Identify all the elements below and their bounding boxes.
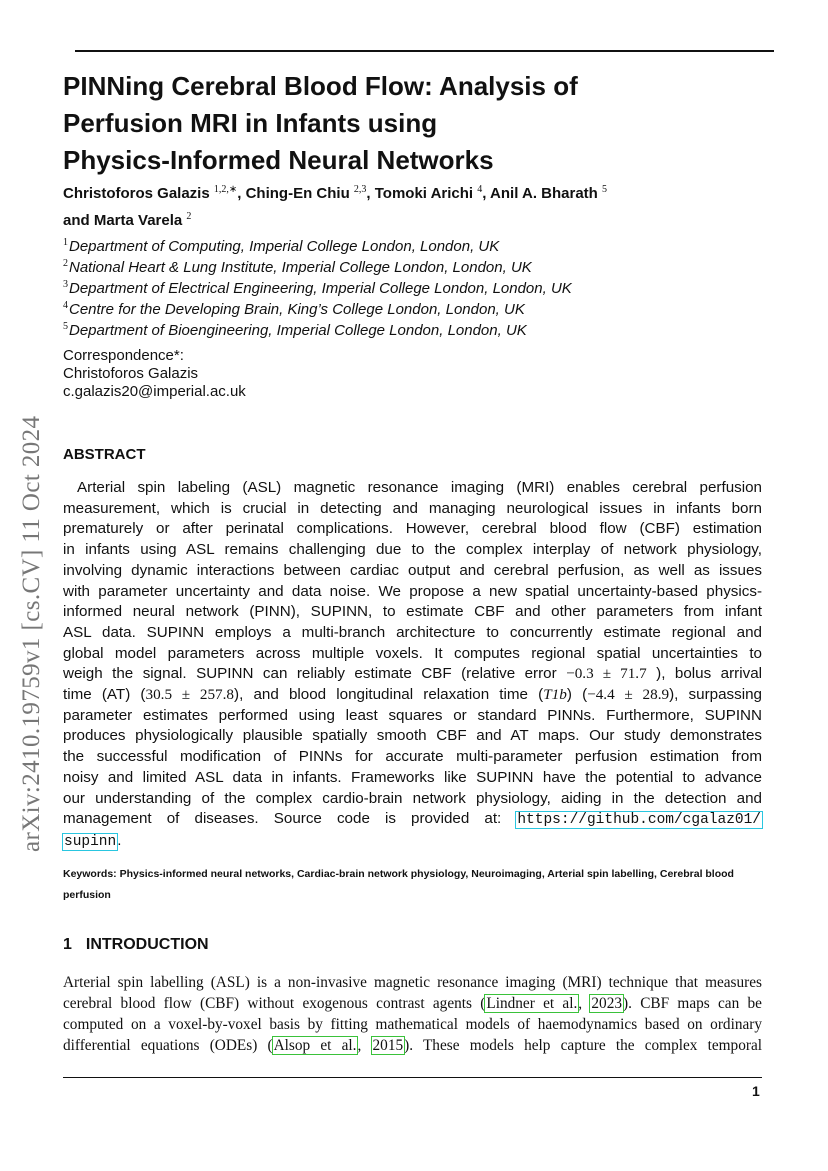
abstract-line: with parameter uncertainty and data noise. We propose a new spatial uncertainty-based physics-: [63, 582, 762, 600]
abstract-line: parameter estimates performed using least squares or standard PINNs. Furthermore, SUPINN: [63, 706, 762, 724]
author-affiliation-marker: 5: [602, 184, 608, 195]
title-line: Physics-Informed Neural Networks: [63, 145, 494, 175]
intro-text: ). CBF maps can be: [623, 995, 762, 1012]
abstract-line: informed neural network (PINN), SUPINN, to estimate CBF and other parameters from infant: [63, 603, 762, 621]
keywords-line: Keywords: Physics-informed neural networks, Cardiac-brain network physiology, Neuroimaging, Arterial spin labelling, Cerebral blood: [63, 868, 734, 880]
abstract-line: ASL data. SUPINN employs a multi-branch architecture to concurrently estimate regional and: [63, 623, 762, 641]
author-affiliation-marker: 2,3: [353, 184, 367, 195]
citation-year-link[interactable]: 2015: [372, 1037, 404, 1054]
abstract-line: in infants using ASL remains challenging due to the complex interplay of network physiology,: [63, 541, 762, 559]
abstract-line: prematurely or after perinatal complications. However, cerebral blood flow (CBF) estimation: [63, 520, 762, 538]
abstract-text: .: [117, 831, 122, 849]
abstract-line: produces physiologically plausible spatially smooth CBF and AT maps. Our study demonstrates: [63, 727, 762, 745]
abstract-text: time (AT) (: [63, 686, 146, 704]
author-affiliation-marker: 2: [186, 211, 192, 222]
cbf-error-value: −0.3 ± 71.7: [566, 665, 647, 683]
citation-link[interactable]: Lindner et al.: [486, 995, 578, 1012]
keywords: [63, 864, 762, 906]
section-heading-introduction: [63, 936, 209, 954]
t1b-symbol: T1b: [543, 686, 567, 704]
abstract-line: noisy and limited ASL data in infants. Frameworks like SUPINN have the potential to advance: [63, 768, 762, 786]
intro-line: Arterial spin labelling (ASL) is a non-invasive magnetic resonance imaging (MRI) technique that measures: [63, 974, 762, 991]
affiliation-number: 4: [63, 300, 68, 311]
author-name: , Anil A. Bharath: [482, 185, 598, 202]
intro-line: computed on a voxel-by-voxel basis by fitting mathematical models of haemodynamics based on ordinary: [63, 1016, 762, 1033]
source-code-link[interactable]: https://github.com/cgalaz01/: [517, 812, 761, 829]
affiliation: [63, 257, 763, 278]
intro-text: ,: [578, 995, 591, 1012]
affiliation: [63, 320, 763, 341]
abstract-text: ) (: [566, 686, 588, 704]
author-row: [63, 207, 763, 234]
affiliation-text: National Heart & Lung Institute, Imperial College London, London, UK: [69, 259, 532, 276]
abstract-body: [63, 478, 762, 853]
intro-text: ,: [357, 1037, 372, 1054]
abstract-line: [63, 809, 762, 831]
author-affiliation-marker: 4: [477, 184, 483, 195]
author-list: [63, 180, 763, 234]
citation-year-link[interactable]: 2023: [591, 995, 622, 1012]
abstract-text: weigh the signal. SUPINN can reliably estimate CBF (relative error: [63, 665, 567, 683]
intro-text: ). These models help capture the complex temporal: [404, 1037, 762, 1054]
intro-text: differential equations (ODEs) (: [63, 1037, 273, 1054]
abstract-line: measurement, which is crucial in detecting and managing neurological issues in infants born: [63, 499, 762, 517]
abstract-line: our understanding of the complex cardio-brain network physiology, aiding in the detection and: [63, 789, 762, 807]
correspondence-email[interactable]: c.galazis20@imperial.ac.uk: [63, 383, 246, 400]
source-code-link-continued[interactable]: supinn: [64, 833, 117, 850]
arxiv-sidebar-stamp: arXiv:2410.19759v1 [cs.CV] 11 Oct 2024: [18, 415, 45, 852]
title-line: PINNing Cerebral Blood Flow: Analysis of: [63, 71, 578, 101]
abstract-text: management of diseases. Source code is provided at:: [63, 810, 517, 828]
affiliation: [63, 278, 763, 299]
abstract-line: [63, 664, 762, 685]
abstract-line: [63, 685, 762, 706]
intro-text: cerebral blood flow (CBF) without exogenous contrast agents (: [63, 995, 486, 1012]
t1b-error-value: −4.4 ± 28.9: [587, 686, 670, 704]
abstract-text: ), surpassing: [669, 686, 762, 704]
author-row: [63, 180, 763, 207]
affiliation-number: 5: [63, 321, 68, 332]
affiliation: [63, 236, 763, 257]
introduction-body: [63, 972, 762, 1056]
abstract-heading: ABSTRACT: [63, 446, 146, 463]
title-line: Perfusion MRI in Infants using: [63, 108, 438, 138]
affiliation-list: [63, 236, 763, 341]
affiliation-number: 2: [63, 258, 68, 269]
author-affiliation-marker: 1,2,∗: [213, 184, 238, 195]
abstract-line: [63, 831, 762, 853]
author-name: and Marta Varela: [63, 212, 183, 229]
at-error-value: 30.5 ± 257.8: [145, 686, 235, 704]
intro-line: [63, 1035, 762, 1056]
footer-rule: [63, 1077, 762, 1078]
affiliation: [63, 299, 763, 320]
top-rule: [75, 50, 774, 52]
abstract-line: global model parameters across multiple voxels. It computes regional spatial uncertainties to: [63, 644, 762, 662]
author-name: , Ching-En Chiu: [237, 185, 350, 202]
intro-line: [63, 993, 762, 1014]
abstract-text: ), and blood longitudinal relaxation time (: [234, 686, 544, 704]
correspondence-block: [63, 347, 246, 401]
affiliation-number: 1: [63, 237, 68, 248]
author-name: , Tomoki Arichi: [366, 185, 474, 202]
affiliation-text: Centre for the Developing Brain, King’s College London, London, UK: [69, 301, 525, 318]
author-name: Christoforos Galazis: [63, 185, 210, 202]
section-title: INTRODUCTION: [85, 936, 209, 953]
affiliation-text: Department of Computing, Imperial College London, London, UK: [69, 238, 500, 255]
abstract-text: ), bolus arrival: [656, 665, 763, 683]
keywords-line: perfusion: [63, 889, 111, 901]
correspondence-name: Christoforos Galazis: [63, 365, 199, 382]
paper-title: [63, 68, 703, 179]
correspondence-label: Correspondence*:: [63, 347, 184, 364]
affiliation-text: Department of Electrical Engineering, Imperial College London, London, UK: [69, 280, 572, 297]
abstract-line: involving dynamic interactions between cardiac output and cerebral perfusion, as well as issues: [63, 561, 762, 579]
citation-link[interactable]: Alsop et al.: [273, 1037, 357, 1054]
affiliation-number: 3: [63, 279, 68, 290]
abstract-line: Arterial spin labeling (ASL) magnetic resonance imaging (MRI) enables cerebral perfusion: [77, 479, 762, 496]
affiliation-text: Department of Bioengineering, Imperial College London, London, UK: [69, 322, 527, 339]
page-number: 1: [752, 1083, 760, 1099]
abstract-line: the successful modification of PINNs for accurate multi-parameter perfusion estimation from: [63, 748, 762, 766]
section-number: 1: [63, 936, 72, 953]
